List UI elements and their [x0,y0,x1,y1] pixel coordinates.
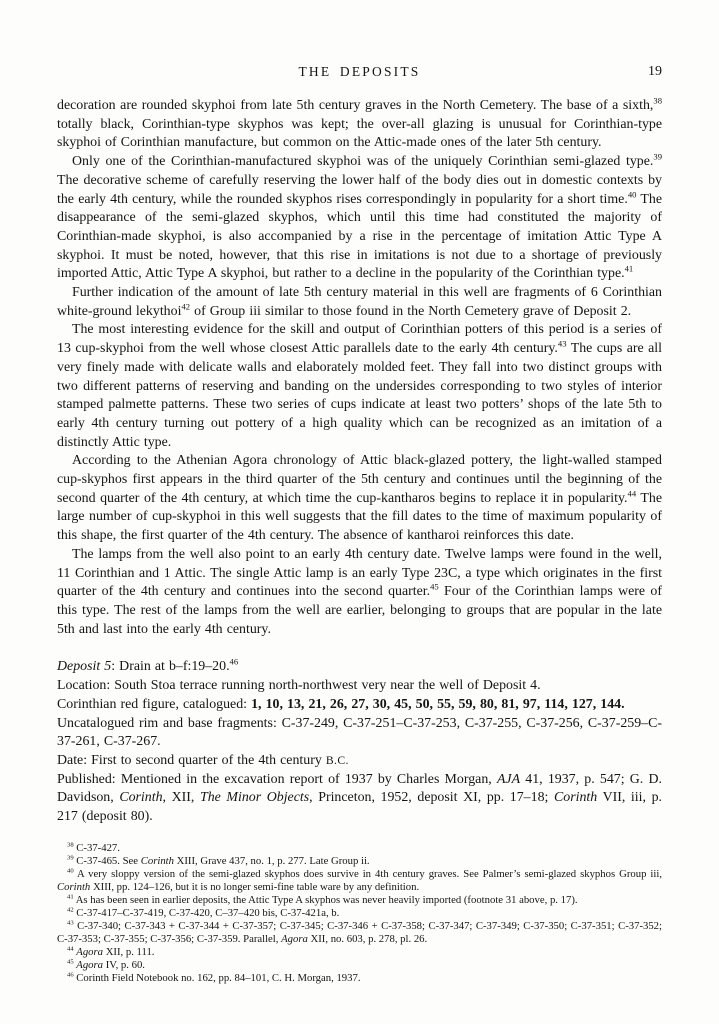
text-run: 46 [229,656,239,667]
text-run: 41 [624,263,634,274]
text-run: C-37-427. [73,841,120,854]
text-run: Agora [76,945,104,958]
text-run: Further indication of the amount of late 5th century material in this well are fragments of 6 Corinthian white-ground lekythoi [57,285,662,319]
page-header [57,64,662,82]
footnote [57,972,662,985]
text-run: 42 [67,906,74,914]
text-run: Deposit 5 [57,659,112,675]
text-run: 40 [67,867,74,875]
text-run: decoration are rounded skyphoi from late 5th century graves in the North Cemetery. The base of a sixth, [57,98,654,113]
text-run: According to the Athenian Agora chronology of Attic black-glazed pottery, the light-walled stamped cup-skyphos first appears in the third quarter of the 5th century and continues until the beginning of the second quarter of the 4th century, at which time the cup-kantharos begins to replace it in popularity. [57,453,662,506]
text-run: Agora [281,932,308,945]
footnote [57,855,662,868]
text-run: Corinth [119,790,163,806]
deposit-line [57,715,662,752]
text-run: of Group iii similar to those found in the North Cemetery grave of Deposit 2. [190,303,632,319]
text-run: Date: First to second quarter of the 4th century [57,752,326,768]
deposit-line [57,752,662,771]
text-run: Published: Mentioned in the excavation report of 1937 by Charles Morgan, [57,771,497,787]
text-run: XIII, pp. 124–126, but it is no longer semi-fine table ware by any definition. [90,880,420,893]
text-run: 39 [67,854,74,862]
text-run: Location: South Stoa terrace running north-northwest very near the well of Deposit 4. [57,678,541,694]
deposit-line [57,658,662,677]
text-run: B.C. [325,753,349,767]
text-run: 1, 10, 13, 21, 26, 27, 30, 45, 50, 55, 59, 80, 81, 97, 114, 127, 144. [251,696,625,712]
text-run: Corinth Field Notebook no. 162, pp. 84–101, C. H. Morgan, 1937. [73,971,361,984]
text-run: 42 [181,301,191,312]
text-run: Corinthian red figure, catalogued: [57,696,252,712]
text-run: 39 [653,151,662,162]
text-run: 46 [67,971,74,979]
paragraph [57,153,662,284]
paragraph [57,546,662,640]
text-run: XII, no. 603, p. 278, pl. 26. [307,932,428,945]
text-run: , Princeton, 1952, deposit XI, pp. 17–18; [309,790,554,806]
text-run: The disappearance of the semi-glazed skyphos, which until this time had constituted the majority of Corinthian-made skyphoi, is also accompanied by a rise in the percentage of imitation Attic Type A skyphoi. It must be noted, however, that this rise in imitations is not due to a shortage of previously imported Attic, Attic Type A skyphoi, but rather to a decline in the popularity of the Corinthian type. [57,191,662,282]
footnote [57,842,662,855]
text-run: IV, p. 60. [103,958,145,971]
text-run: The decorative scheme of carefully reserving the lower half of the body dies out in domestic contexts by the early 4th century, while the rounded skyphos rises correspondingly in popularity for a short time. [57,172,662,207]
text-run: The Minor Objects [199,790,310,806]
text-run: C-37-465. See [73,854,141,867]
text-run: XIII, Grave 437, no. 1, p. 277. Late Group ii. [173,854,370,867]
text-run: 38 [653,95,662,106]
text-run: Uncatalogued rim and base fragments: C-37-249, C-37-251–C-37-253, C-37-255, C-37-256, C-37-259–C-37-261, C-37-267. [57,715,662,750]
footnote [57,920,662,946]
footnote [57,959,662,972]
text-run: : Drain at b–f:19–20. [111,659,230,675]
text-run: A very sloppy version of the semi-glazed skyphos does survive in 4th century graves. See Palmer’s semi-glazed skyphos Group iii, [73,867,662,880]
text-run: 40 [627,188,637,199]
text-run: Agora [76,958,104,971]
text-run: AJA [496,771,521,787]
text-run: Only one of the Corinthian-manufactured skyphoi was of the uniquely Corinthian semi-glazed type. [72,154,654,170]
text-run: Corinth [57,880,91,893]
footnote [57,946,662,959]
deposit-line [57,696,662,715]
paragraph [57,321,662,452]
footnote [57,894,662,907]
text-run: 45 [67,958,74,966]
text-run: The large number of cup-skyphoi in this well suggests that the fill dates to the time of maximum popularity of this shape, the first quarter of the 4th century. The absence of kantharoi reinforces this date. [57,490,662,544]
text-run: The most interesting evidence for the skill and output of Corinthian potters of this period is a series of 13 cup-skyphoi from the well whose closest Attic parallels date to the early 4th century. [57,322,662,357]
text-run: 43 [67,919,74,927]
paragraph [57,97,662,153]
text-run: VII, iii, p. 217 (deposit 80). [57,790,662,825]
text-run: As has been seen in earlier deposits, the Attic Type A skyphos was never heavily imported (footnote 31 above, p. 17). [73,893,578,906]
text-run: 44 [67,945,74,953]
footnotes [57,842,662,985]
body-text [57,97,662,639]
deposit-line [57,677,662,696]
deposit-line [57,771,662,827]
footnote [57,868,662,894]
text-run: C-37-417–C-37-419, C-37-420, C–37–420 bis, C-37-421a, b. [73,906,340,919]
text-run: Corinth [553,790,598,806]
deposit-section [57,658,662,826]
text-run: 38 [67,841,74,849]
text-run: XII, p. 111. [103,945,155,958]
page-title: THE DEPOSITS [298,64,421,79]
text-run: Four of the Corinthian lamps were of this type. The rest of the lamps from the well are earlier, belonging to groups that are popular in the late 5th and last into the early 4th century. [57,584,662,637]
text-run: 44 [627,488,637,499]
text-run: 41, 1937, p. 547; G. D. Davidson, [57,771,662,806]
text-run: C-37-340; C-37-343 + C-37-344 + C-37-357; C-37-345; C-37-346 + C-37-358; C-37-347; C-37-349; C-37-350; C-37-351; C-37-352; C-37-353; C-37-355; C-37-356; C-37-359. Parallel, [57,919,662,945]
paragraph [57,452,662,546]
text-run: 45 [430,581,439,592]
page-number: 19 [648,64,662,79]
text-run: 41 [67,893,74,901]
text-run: The cups are all very finely made with delicate walls and elaborately molded feet. They fall into two distinct groups with two different patterns of reserving and banding on the undersides corresponding to two styles of interior stamped palmette patterns. These two series of cups indicate at least two potters’ shops of the late 5th to early 4th century turning out pottery of a high quality which can be recognized as an imitation of a distinctly Attic type. [57,341,663,450]
paragraph [57,284,662,321]
text-run: , XII, [162,790,200,806]
text-run: 43 [557,338,567,349]
text-run: Corinth [140,854,174,867]
text-run: totally black, Corinthian-type skyphos was kept; the over-all glazing is unusual for Corinthian-type skyphoi of Corinthian manufacture, but common on the Attic-made ones of the later 5th century. [57,116,662,151]
text-run: The lamps from the well also point to an early 4th century date. Twelve lamps were found in the well, 11 Corinthian and 1 Attic. The single Attic lamp is an early Type 23C, a type which originates in the first quarter of the 4th century and continues into the second quarter. [57,546,662,600]
footnote [57,907,662,920]
